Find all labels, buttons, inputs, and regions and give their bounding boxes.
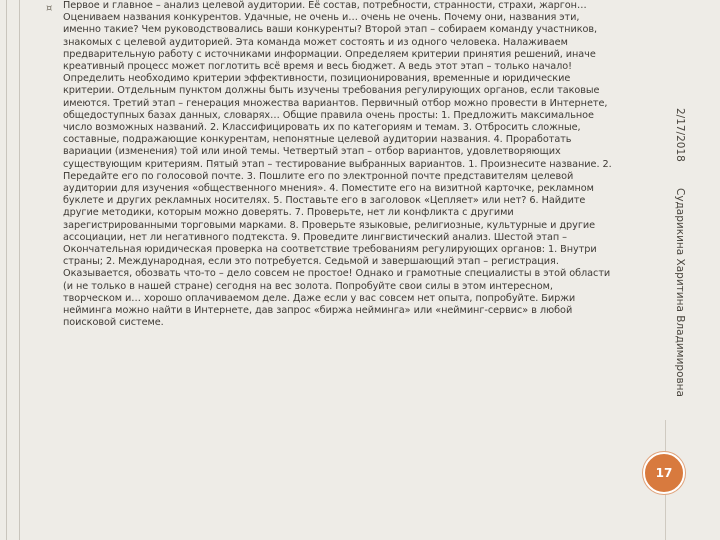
bullet-icon: ¤ [46, 3, 53, 14]
slide-body-text: Первое и главное – анализ целевой аудитории. Её состав, потребности, странности, страхи, жаргон… Оцениваем названия конкурентов. Удачные, не очень и… очень не очень. Почему они, названия эти, именно такие? Чем руководствовались ваши конкуренты? Второй этап – собираем команду участников, знакомых с целевой аудиторией. Эта команда может состоять и из одного человека. Налаживаем предварительную работу с источниками информации. Определяем критерии принятия решений, иначе креативный процесс может поглотить всё время и весь бюджет. А ведь этот этап – только начало! Определить необходимо критерии эффективности, позиционирования, временные и юридические критерии. Отдельным пунктом должны быть изучены требования регулирующих органов, если таковые имеются. Третий этап – генерация множества вариантов. Первичный отбор можно провести в Интернете, общедоступных базах данных, словарях… Общие правила очень просты: 1. Предложить максимальное число возможных названий. 2. Классифицировать их по категориям и темам. 3. Отбросить сложные, составные, подражающие конкурентам, непонятные целевой аудитории названия. 4. Проработать вариации (изменения) той или иной темы. Четвертый этап – отбор вариантов, удовлетворяющих существующим критериям. Пятый этап – тестирование выбранных вариантов. 1. Произнесите название. 2. Передайте его по голосовой почте. 3. Пошлите его по электронной почте представителям целевой аудитории для изучения «общественного мнения». 4. Поместите его на визитной карточке, рекламном буклете и других рекламных носителях. 5. Поставьте его в заголовок «Цепляет» или нет? 6. Найдите другие методики, которым можно доверять. 7. Проверьте, нет ли конфликта с другими зарегистрированными торговыми марками. 8. Проверьте языковые, религиозные, культурные и другие ассоциации, нет ли негативного подтекста. 9. Проведите лингвистический анализ. Шестой этап – Окончательная юридическая проверка на соответствие требованиям регулирующих органов: 1. Внутри страны; 2. Международная, если это потребуется. Седьмой и завершающий этап – регистрация. Оказывается, обозвать что-то – дело совсем не простое! Однако и грамотные специалисты в этой области (и не только в нашей стране) сегодня на вес золота. Попробуйте свои силы в этом интересном, творческом и… хорошо оплачиваемом деле. Даже если у вас совсем нет опыта, попробуйте. Биржи нейминга можно найти в Интернете, дав запрос «биржа нейминга» или «нейминг-сервис» в любой поисковой системе. [63, 0, 612, 329]
page-number: 17 [655, 466, 673, 480]
slide-date: 2/17/2018 [674, 108, 686, 162]
side-info [660, 0, 702, 420]
page-number-badge [643, 452, 685, 494]
left-decorative-rule [6, 0, 20, 540]
slide-author: Сударикина Харитина Владимировна [674, 188, 686, 397]
